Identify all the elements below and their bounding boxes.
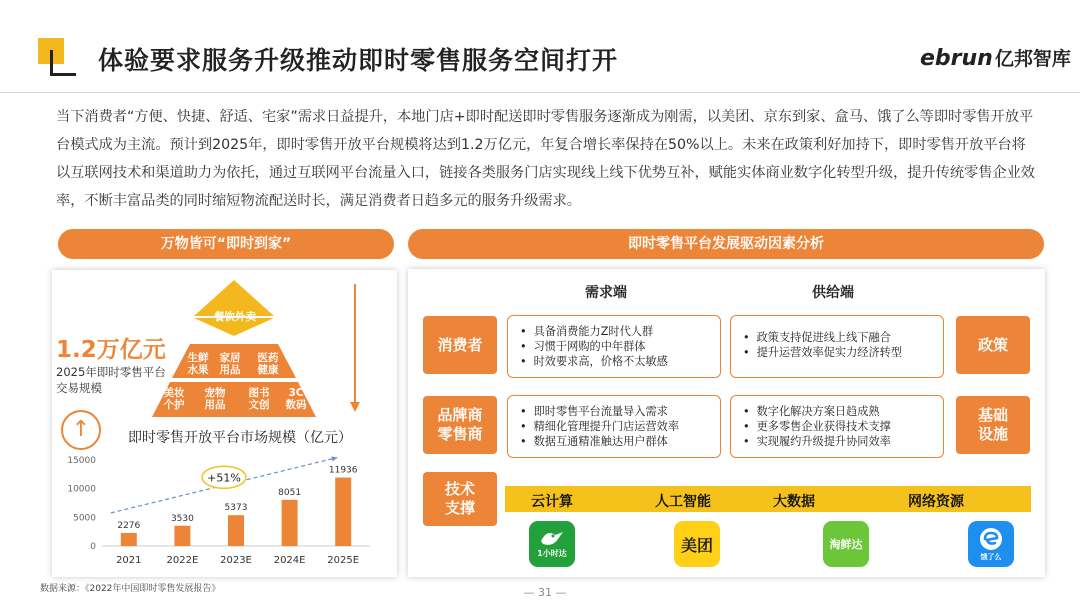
list-item: • 即时零售平台流量导入需求 (520, 404, 714, 419)
data-label: 5373 (224, 503, 248, 514)
list-item: • 更多零售企业获得技术支撑 (743, 419, 937, 434)
chart-title: 即时零售开放平台市场规模（亿元） (128, 430, 352, 446)
title-decoration-corner (50, 50, 76, 76)
page-title: 体验要求服务升级推动即时零售服务空间打开 (98, 46, 619, 75)
data-label: 3530 (170, 513, 194, 524)
tech-item-bigdata: 大数据 (773, 494, 815, 510)
demand-header: 需求端 (585, 285, 627, 301)
list-item: • 数据互通精准触达用户群体 (520, 434, 714, 449)
logo-cn: 亿邦智库 (994, 48, 1071, 70)
category-tech-support: 技术 支撑 (423, 472, 497, 526)
y-tick-label: 0 (90, 542, 96, 552)
title-divider (0, 92, 1080, 93)
arrow-up-icon: ↑ (61, 410, 101, 450)
list-item: • 数字化解决方案日趋成熟 (743, 404, 937, 419)
eleme-logo-icon (978, 526, 1004, 552)
chart-bar (282, 500, 298, 546)
pyramid-label-bottom-2: 宠物 用品 (204, 387, 226, 411)
supply-infra-box (730, 395, 944, 458)
pyramid-label-mid-1: 生鲜 水果 (187, 352, 209, 376)
supply-header: 供给端 (812, 285, 854, 301)
pyramid-label-bottom-3: 图书 文创 (248, 387, 270, 411)
pyramid-label-top: 餐饮外卖 (214, 311, 256, 323)
list-item: • 习惯于网购的中年群体 (520, 339, 714, 354)
data-label: 8051 (278, 487, 302, 498)
brand-logo (920, 44, 1071, 71)
right-panel (408, 269, 1045, 577)
y-tick-label: 5000 (73, 513, 96, 524)
section-pill-right: 即时零售平台发展驱动因素分析 (408, 229, 1044, 259)
growth-annotation: +51% (207, 471, 241, 485)
chart-bar (335, 478, 351, 546)
list-item: • 政策支持促进线上线下融合 (743, 330, 937, 345)
list-item: • 实现履约升级提升协同效率 (743, 434, 937, 449)
list-item: • 提升运营效率促实力经济转型 (743, 345, 937, 360)
category-brand-retailer: 品牌商 零售商 (423, 396, 497, 454)
chart-bar (228, 515, 244, 546)
x-tick-label: 2023E (220, 555, 252, 566)
list-item: • 精细化管理提升门店运营效率 (520, 419, 714, 434)
list-item: • 时效要求高，价格不太敏感 (520, 354, 714, 369)
category-infrastructure: 基础 设施 (956, 396, 1030, 454)
section-pill-left: 万物皆可“即时到家” (58, 229, 394, 259)
tech-item-network: 网络资源 (908, 494, 964, 510)
taoxianda-app-icon: 淘鲜达 (823, 521, 869, 567)
chart-bar (174, 526, 190, 546)
data-label: 2276 (117, 520, 141, 531)
demand-consumer-box (507, 315, 721, 378)
intro-paragraph: 当下消费者“方便、快捷、舒适、宅家”需求日益提升，本地门店+即时配送即时零售服务逐渐成为刚需，以美团、京东到家、盒马、饿了么等即时零售开放平台模式成为主流。预计到2025年，即时零售开放平台规模将达到1.2万亿元，年复合增长率保持在50%以上。未来在政策利好加持下，即时零售开放平台将以互联网技术和渠道助力为依托，通过互联网平台流量入口，链接各类服务门店实现线上线下优势互补，赋能实体商业数字化转型升级，提升传统零售企业效率，不断丰富品类的同时缩短物流配送时长，满足消费者日趋多元的服务升级需求。 (56, 109, 1035, 209)
x-tick-label: 2021 (116, 555, 142, 566)
pyramid-label-mid-2: 家居 用品 (219, 352, 241, 376)
pyramid-label-mid-3: 医药 健康 (257, 352, 279, 376)
eleme-app-icon: 饿了么 (968, 521, 1014, 567)
tech-item-ai: 人工智能 (655, 494, 711, 510)
y-tick-label: 10000 (67, 484, 96, 495)
category-consumer: 消费者 (423, 316, 497, 374)
x-tick-label: 2022E (166, 555, 199, 566)
logo-latin: ebrun (920, 46, 993, 71)
pyramid-label-bottom-1: 美妆 个护 (163, 387, 185, 411)
demand-brand-box (507, 395, 721, 458)
supply-policy-box (730, 315, 944, 378)
x-tick-label: 2025E (327, 555, 360, 566)
market-size-chart (58, 452, 378, 570)
chart-bar (121, 533, 137, 546)
x-tick-label: 2024E (273, 555, 306, 566)
page-number: — 31 — (523, 586, 567, 599)
tech-item-cloud: 云计算 (531, 494, 573, 510)
dingdong-app-icon: 1小时达 (529, 521, 575, 567)
data-label: 11936 (328, 465, 358, 476)
trend-arrow-head (331, 456, 337, 461)
y-tick-label: 15000 (67, 456, 96, 466)
data-source: 数据来源：《2022年中国即时零售发展报告》 (40, 584, 221, 594)
category-policy: 政策 (956, 316, 1030, 374)
bird-icon (539, 529, 565, 547)
market-size-value: 1.2万亿元 (56, 337, 166, 363)
market-size-caption: 2025年即时零售平台交易规模 (56, 365, 166, 395)
meituan-app-icon: 美团 (674, 521, 720, 567)
down-arrow-icon (350, 284, 360, 412)
list-item: • 具备消费能力Z时代人群 (520, 324, 714, 339)
pyramid-label-bottom-4: 3C 数码 (285, 387, 307, 411)
